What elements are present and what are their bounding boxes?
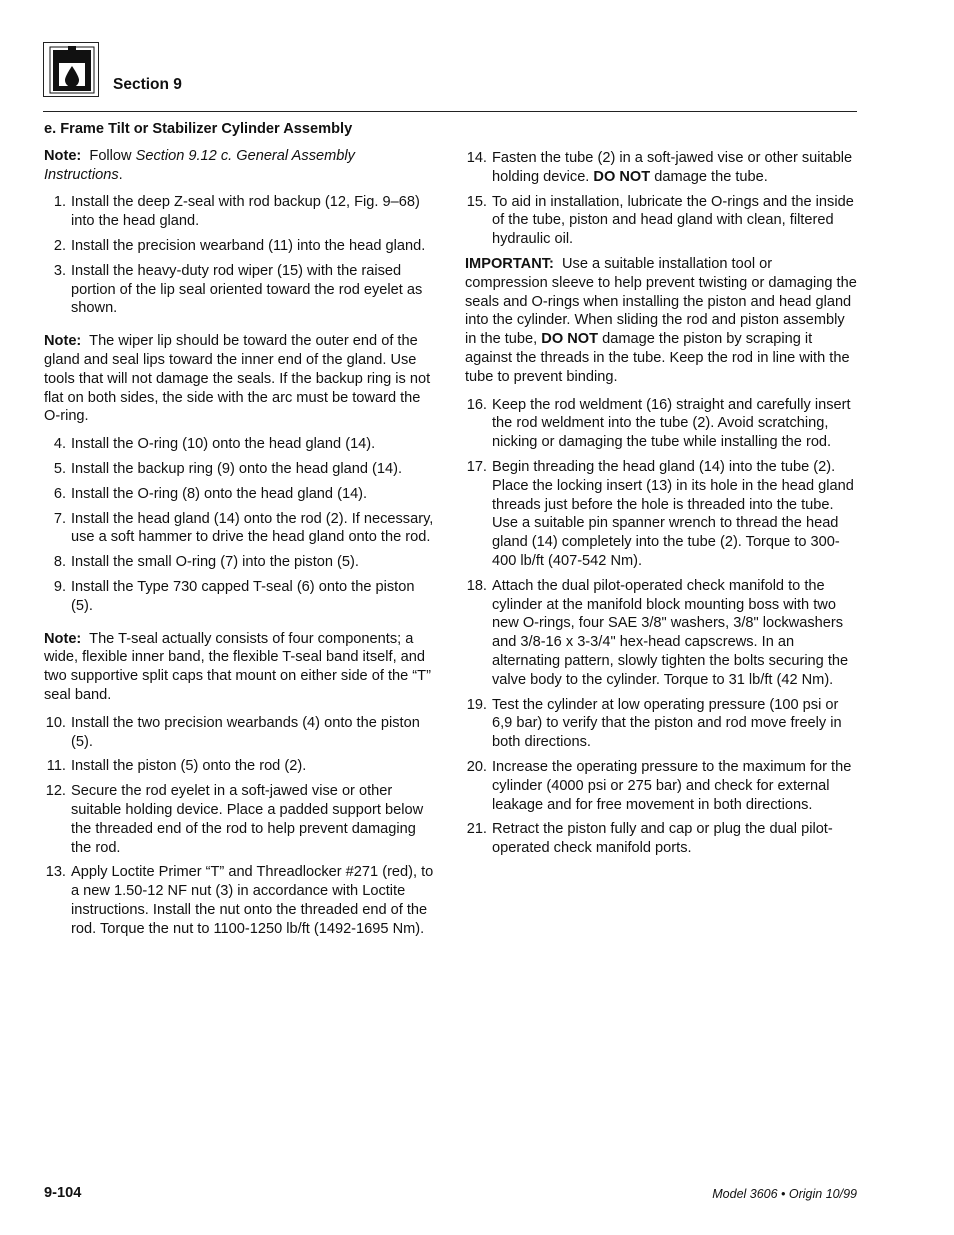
step-number: 16. xyxy=(466,396,487,413)
step-number: 18. xyxy=(466,577,487,594)
step-number: 17. xyxy=(466,458,487,475)
step-text: Test the cylinder at low operating pressure (100 psi or 6,9 bar) to verify that the piston and rod move freely in both directions. xyxy=(492,696,842,751)
step-warning: DO NOT xyxy=(593,168,651,185)
list-item xyxy=(465,696,857,752)
steps-list-1-3 xyxy=(44,193,436,318)
subsection-heading: e. Frame Tilt or Stabilizer Cylinder Assembly xyxy=(44,121,353,137)
list-item xyxy=(44,460,436,479)
step-text: Keep the rod weldment (16) straight and carefully insert the rod weldment into the tube (2). Avoid scratching, nicking or damaging the tube while installing the rod. xyxy=(492,396,851,451)
important-text-post: damage the piston by scraping it against the threads in the tube. Keep the rod in line with the tube to prevent binding. xyxy=(465,331,850,385)
steps-list-16-21 xyxy=(465,396,857,858)
list-item xyxy=(44,553,436,572)
step-text: Install the deep Z-seal with rod backup (12, Fig. 9–68) into the head gland. xyxy=(71,194,420,230)
list-item xyxy=(44,782,436,857)
step-number: 8. xyxy=(53,554,66,571)
list-item xyxy=(44,237,436,256)
list-item xyxy=(44,863,436,938)
header-rule xyxy=(43,111,857,112)
step-text-pre: Fasten the tube (2) in a soft-jawed vise or other suitable holding device. xyxy=(492,150,853,185)
note-text-pre: Follow xyxy=(89,147,136,164)
note-text: The T-seal actually consists of four components; a wide, flexible inner band, the flexible T-seal band itself, and two supportive split caps that mount on either side of the “T” seal band. xyxy=(44,630,431,703)
list-item xyxy=(44,193,436,231)
list-item xyxy=(44,262,436,318)
steps-list-10-13 xyxy=(44,714,436,939)
step-number: 3. xyxy=(53,262,66,279)
section-reference: Section 9.12 c. General Assembly Instructions xyxy=(44,147,355,183)
list-item xyxy=(44,578,436,616)
step-number: 6. xyxy=(53,485,66,502)
note-general-assembly xyxy=(44,147,436,185)
step-number: 14. xyxy=(466,150,487,166)
step-text: Install the piston (5) onto the rod (2). xyxy=(71,758,307,775)
step-number: 4. xyxy=(53,436,66,453)
note-wiper-lip xyxy=(44,332,436,426)
step-number: 20. xyxy=(466,758,487,775)
list-item xyxy=(465,396,857,452)
step-text: Install the small O-ring (7) into the piston (5). xyxy=(71,554,359,571)
note-label: Note: xyxy=(44,630,82,647)
note-t-seal xyxy=(44,630,436,705)
step-number: 15. xyxy=(466,193,487,210)
important-warning: DO NOT xyxy=(541,331,599,348)
note-text: The wiper lip should be toward the outer end of the gland and seal lips toward the inner end of the gland. Use tools that will not damage the seals. If the backup ring is not flat on both sides, the side with the arc must be toward the O-ring. xyxy=(44,333,431,425)
list-item xyxy=(465,577,857,690)
right-column xyxy=(465,149,857,864)
step-text: Install the backup ring (9) onto the head gland (14). xyxy=(71,460,403,477)
important-text-pre: Use a suitable installation tool or compression sleeve to help prevent twisting or damaging the seals and O-rings when installing the piston and head gland into the cylinder. When sliding the rod and piston assembly in the tube, xyxy=(465,255,857,348)
list-item xyxy=(44,714,436,752)
step-text: Install the precision wearband (11) into the head gland. xyxy=(71,237,426,254)
step-text: Install the heavy-duty rod wiper (15) with the raised portion of the lip seal oriented toward the rod eyelet as shown. xyxy=(71,262,423,317)
step-text: Secure the rod eyelet in a soft-jawed vise or other suitable holding device. Place a padded support below the threaded end of the rod to help prevent damaging the rod. xyxy=(71,783,424,856)
left-column xyxy=(44,120,436,944)
section-logo xyxy=(43,42,99,97)
list-item xyxy=(44,485,436,504)
step-text: Attach the dual pilot-operated check manifold to the cylinder at the manifold block mounting boss with two new O-rings, four SAE 3/8" washers, 3/8" lockwashers and 3/8-16 x 3-3/4" hex-head capscrews. In an alternating pattern, slowly tighten the bolts securing the valve body to the cylinder. Torque to 31 lb/ft (42 Nm). xyxy=(492,577,849,688)
step-text: To aid in installation, lubricate the O-rings and the inside of the tube, piston and head gland with clean, filtered hydraulic oil. xyxy=(492,193,854,248)
list-item xyxy=(44,757,436,776)
section-title: Section 9 xyxy=(113,76,182,93)
list-item xyxy=(465,193,857,249)
step-text: Increase the operating pressure to the maximum for the cylinder (4000 psi or 275 bar) and check for external leakage and for free movement in both directions. xyxy=(492,758,852,813)
step-number: 2. xyxy=(53,237,66,254)
step-text: Install the head gland (14) onto the rod (2). If necessary, use a soft hammer to drive the head gland onto the rod. xyxy=(71,510,434,546)
oil-can-icon xyxy=(48,46,96,94)
step-text: Begin threading the head gland (14) into the tube (2). Place the locking insert (13) in its hole in the head gland threads just before the hole is threaded into the tube. Use a suitable pin spanner wrench to thread the head gland (14) completely into the tube (2). Torque to 300-400 lb/ft (407-542 Nm). xyxy=(492,458,854,569)
list-item xyxy=(465,458,857,571)
step-text: Install the O-ring (8) onto the head gland (14). xyxy=(71,485,368,502)
step-number: 1. xyxy=(53,194,66,211)
list-item xyxy=(44,510,436,548)
steps-list-4-9 xyxy=(44,435,436,615)
note-label: Note: xyxy=(44,333,82,350)
step-number: 12. xyxy=(45,783,66,800)
step-number: 7. xyxy=(53,510,66,527)
note-text-post: . xyxy=(118,166,123,183)
list-item xyxy=(465,758,857,814)
important-notice xyxy=(465,255,857,387)
step-number: 13. xyxy=(45,864,66,881)
step-text-post: damage the tube. xyxy=(650,168,768,185)
list-item xyxy=(465,149,857,187)
important-label: IMPORTANT: xyxy=(465,255,554,272)
page-number: 9-104 xyxy=(44,1185,82,1201)
step-number: 21. xyxy=(466,821,487,838)
step-text: Retract the piston fully and cap or plug the dual pilot-operated check manifold ports. xyxy=(492,821,833,857)
step-number: 11. xyxy=(46,758,66,775)
step-text: Install the O-ring (10) onto the head gland (14). xyxy=(71,436,376,453)
step-number: 5. xyxy=(53,460,66,477)
list-item xyxy=(44,435,436,454)
step-text: Apply Loctite Primer “T” and Threadlocker #271 (red), to a new 1.50-12 NF nut (3) in accordance with Loctite instructions. Install the nut onto the threaded end of the rod. Torque the nut to 1100-1250 lb/ft (1492-1695 Nm). xyxy=(71,864,434,937)
list-item xyxy=(465,820,857,858)
note-label: Note: xyxy=(44,147,82,164)
step-number: 9. xyxy=(53,578,66,595)
steps-list-14-15 xyxy=(465,149,857,249)
step-number: 10. xyxy=(45,714,66,731)
step-text: Install the two precision wearbands (4) onto the piston (5). xyxy=(71,714,420,750)
model-info: Model 3606 • Origin 10/99 xyxy=(712,1187,857,1201)
step-number: 19. xyxy=(466,696,487,713)
step-text: Install the Type 730 capped T-seal (6) onto the piston (5). xyxy=(71,578,415,614)
